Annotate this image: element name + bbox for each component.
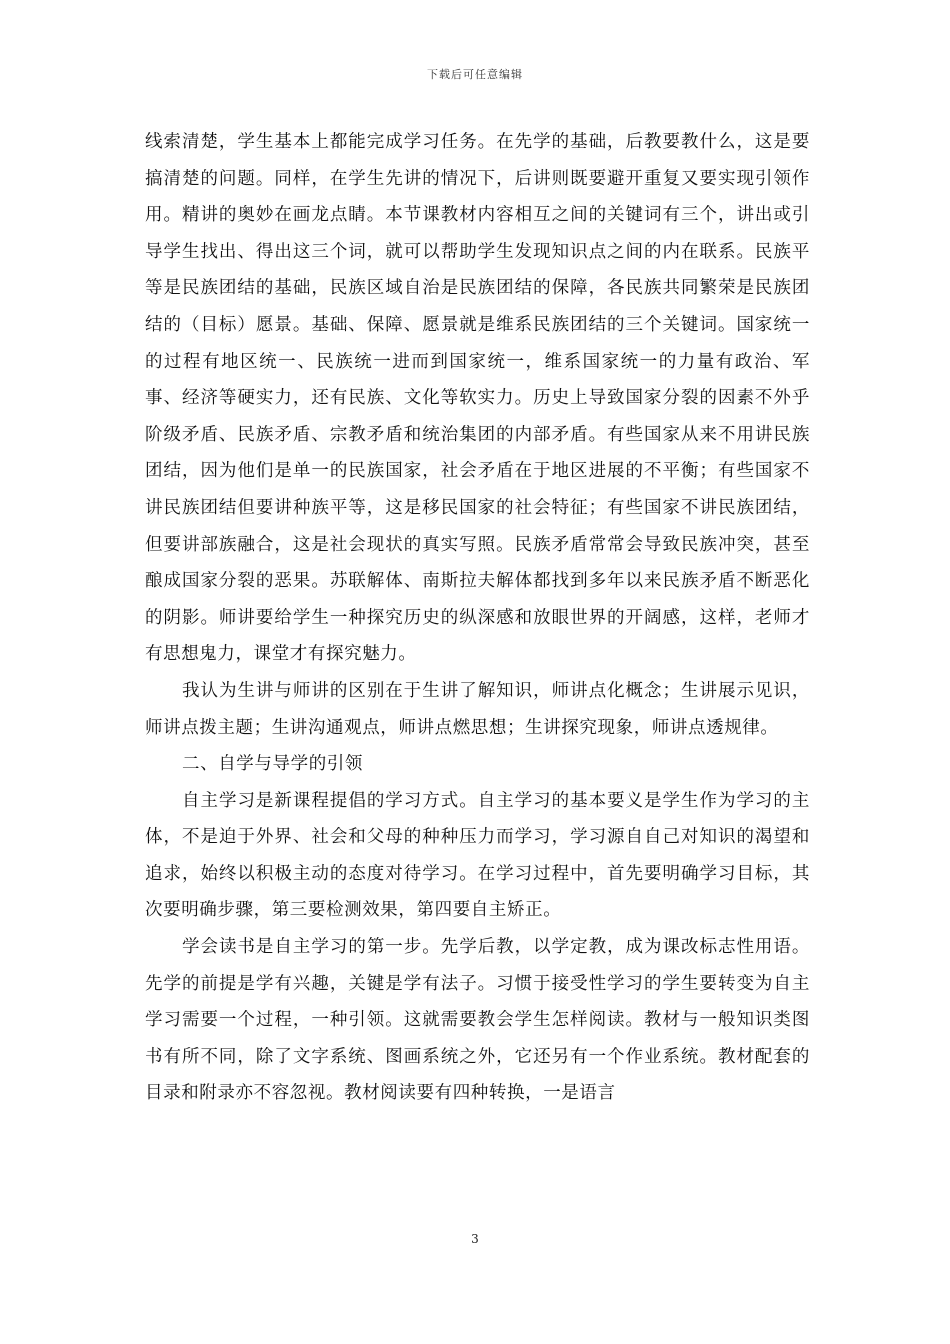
paragraph-continued: 线索清楚，学生基本上都能完成学习任务。在先学的基础，后教要教什么，这是要搞清楚的问题。同样，在学生先讲的情况下，后讲则既要避开重复又要实现引领作用。精讲的奥妙在画龙点睛。本节课教材内容相互之间的关键词有三个，讲出或引导学生找出、得出这三个词，就可以帮助学生发现知识点之间的内在联系。民族平等是民族团结的基础，民族区域自治是民族团结的保障，各民族共同繁荣是民族团结的（目标）愿景。基础、保障、愿景就是维系民族团结的三个关键词。国家统一的过程有地区统一、民族统一进而到国家统一，维系国家统一的力量有政治、军事、经济等硬实力，还有民族、文化等软实力。历史上导致国家分裂的因素不外乎阶级矛盾、民族矛盾、宗教矛盾和统治集团的内部矛盾。有些国家从来不用讲民族团结，因为他们是单一的民族国家，社会矛盾在于地区进展的不平衡；有些国家不讲民族团结但要讲种族平等，这是移民国家的社会特征；有些国家不讲民族团结，但要讲部族融合，这是社会现状的真实写照。民族矛盾常常会导致民族冲突，甚至酿成国家分裂的恶果。苏联解体、南斯拉夫解体都找到多年以来民族矛盾不断恶化的阴影。师讲要给学生一种探究历史的纵深感和放眼世界的开阔感，这样，老师才有思想鬼力，课堂才有探究魅力。	[145, 132, 810, 665]
section-heading: 二、自学与导学的引领	[182, 754, 363, 775]
page-number: 3	[471, 1232, 479, 1246]
paragraph-comparison: 我认为生讲与师讲的区别在于生讲了解知识，师讲点化概念；生讲展示见识，师讲点拨主题；生讲沟通观点，师讲点燃思想；生讲探究现象，师讲点透规律。	[145, 680, 810, 738]
paragraph-self-study: 自主学习是新课程提倡的学习方式。自主学习的基本要义是学生作为学习的主体，不是迫于外界、社会和父母的种种压力而学习，学习源自自己对知识的渴望和追求，始终以积极主动的态度对待学习。在学习过程中，首先要明确学习目标，其次要明确步骤，第三要检测效果，第四要自主矫正。	[145, 790, 810, 921]
page-header: 下载后可任意编辑	[427, 68, 523, 81]
document-body	[145, 124, 810, 1112]
paragraph-reading: 学会读书是自主学习的第一步。先学后教，以学定教，成为课改标志性用语。先学的前提是学有兴趣，关键是学有法子。习惯于接受性学习的学生要转变为自主学习需要一个过程，一种引领。这就需要教会学生怎样阅读。教材与一般知识类图书有所不同，除了文字系统、图画系统之外，它还另有一个作业系统。教材配套的目录和附录亦不容忽视。教材阅读要有四种转换，一是语言	[145, 937, 810, 1104]
